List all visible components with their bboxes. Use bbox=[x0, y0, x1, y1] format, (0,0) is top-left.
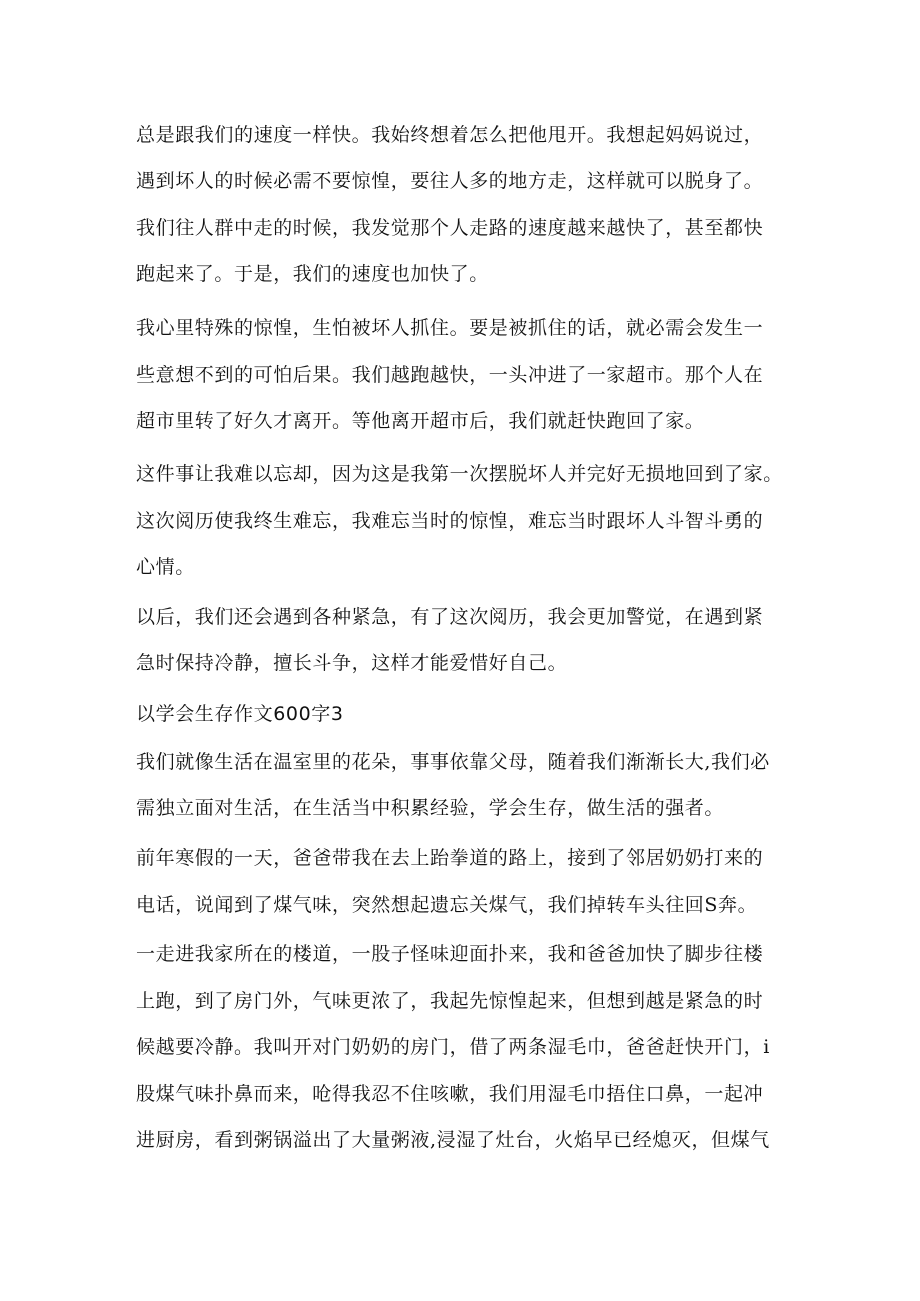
text-line-3: 我们往人群中走的时候，我发觉那个人走路的速度越来越快了，甚至都快 bbox=[136, 217, 764, 239]
text-line-17: 电话，说闻到了煤气味，突然想起遗忘关煤气，我们掉转车头往回S奔。 bbox=[136, 894, 758, 916]
text-line-4: 跑起来了。于是，我们的速度也加快了。 bbox=[136, 263, 489, 285]
text-line-22: 进厨房，看到粥锅溢出了大量粥液,浸湿了灶台，火焰早已经熄灭，但煤气 bbox=[136, 1129, 770, 1151]
text-line-15: 需独立面对生活，在生活当中积累经验，学会生存，做生活的强者。 bbox=[136, 797, 725, 819]
text-line-21: 股煤气味扑鼻而来，呛得我忍不住咳嗽，我们用湿毛巾捂住口鼻，一起冲 bbox=[136, 1083, 764, 1105]
text-line-19: 上跑，到了房门外，气味更浓了，我起先惊惶起来，但想到越是紧急的时 bbox=[136, 990, 764, 1012]
text-line-20: 候越要冷静。我叫开对门奶奶的房门，借了两条湿毛巾，爸爸赶快开门，i bbox=[136, 1036, 770, 1058]
text-line-10: 心情。 bbox=[136, 556, 195, 578]
text-line-6: 些意想不到的可怕后果。我们越跑越快，一头冲进了一家超市。那个人在 bbox=[136, 364, 764, 386]
text-line-1: 总是跟我们的速度一样快。我始终想着怎么把他甩开。我想起妈妈说过， bbox=[136, 124, 764, 146]
section-heading: 以学会生存作文600字3 bbox=[136, 703, 344, 725]
text-line-8: 这件事让我难以忘却，因为这是我第一次摆脱坏人并完好无损地回到了家。 bbox=[136, 463, 783, 485]
text-line-5: 我心里特殊的惊惶，生怕被坏人抓住。要是被抓住的话，就必需会发生一 bbox=[136, 317, 764, 339]
text-line-9: 这次阅历使我终生难忘，我难忘当时的惊惶，难忘当时跟坏人斗智斗勇的 bbox=[136, 510, 764, 532]
text-line-12: 急时保持冷静，擅长斗争，这样才能爱惜好自己。 bbox=[136, 652, 568, 674]
text-line-11: 以后，我们还会遇到各种紧急，有了这次阅历，我会更加警觉，在遇到紧 bbox=[136, 606, 764, 628]
text-line-18: 一走进我家所在的楼道，一股子怪味迎面扑来，我和爸爸加快了脚步往楼 bbox=[136, 943, 764, 965]
text-line-7: 超市里转了好久才离开。等他离开超市后，我们就赶快跑回了家。 bbox=[136, 410, 705, 432]
text-line-14: 我们就像生活在温室里的花朵，事事依靠父母，随着我们渐渐长大,我们必 bbox=[136, 751, 770, 773]
text-line-16: 前年寒假的一天，爸爸带我在去上跆拳道的路上，接到了邻居奶奶打来的 bbox=[136, 847, 764, 869]
text-line-2: 遇到坏人的时候必需不要惊惶，要往人多的地方走，这样就可以脱身了。 bbox=[136, 170, 764, 192]
